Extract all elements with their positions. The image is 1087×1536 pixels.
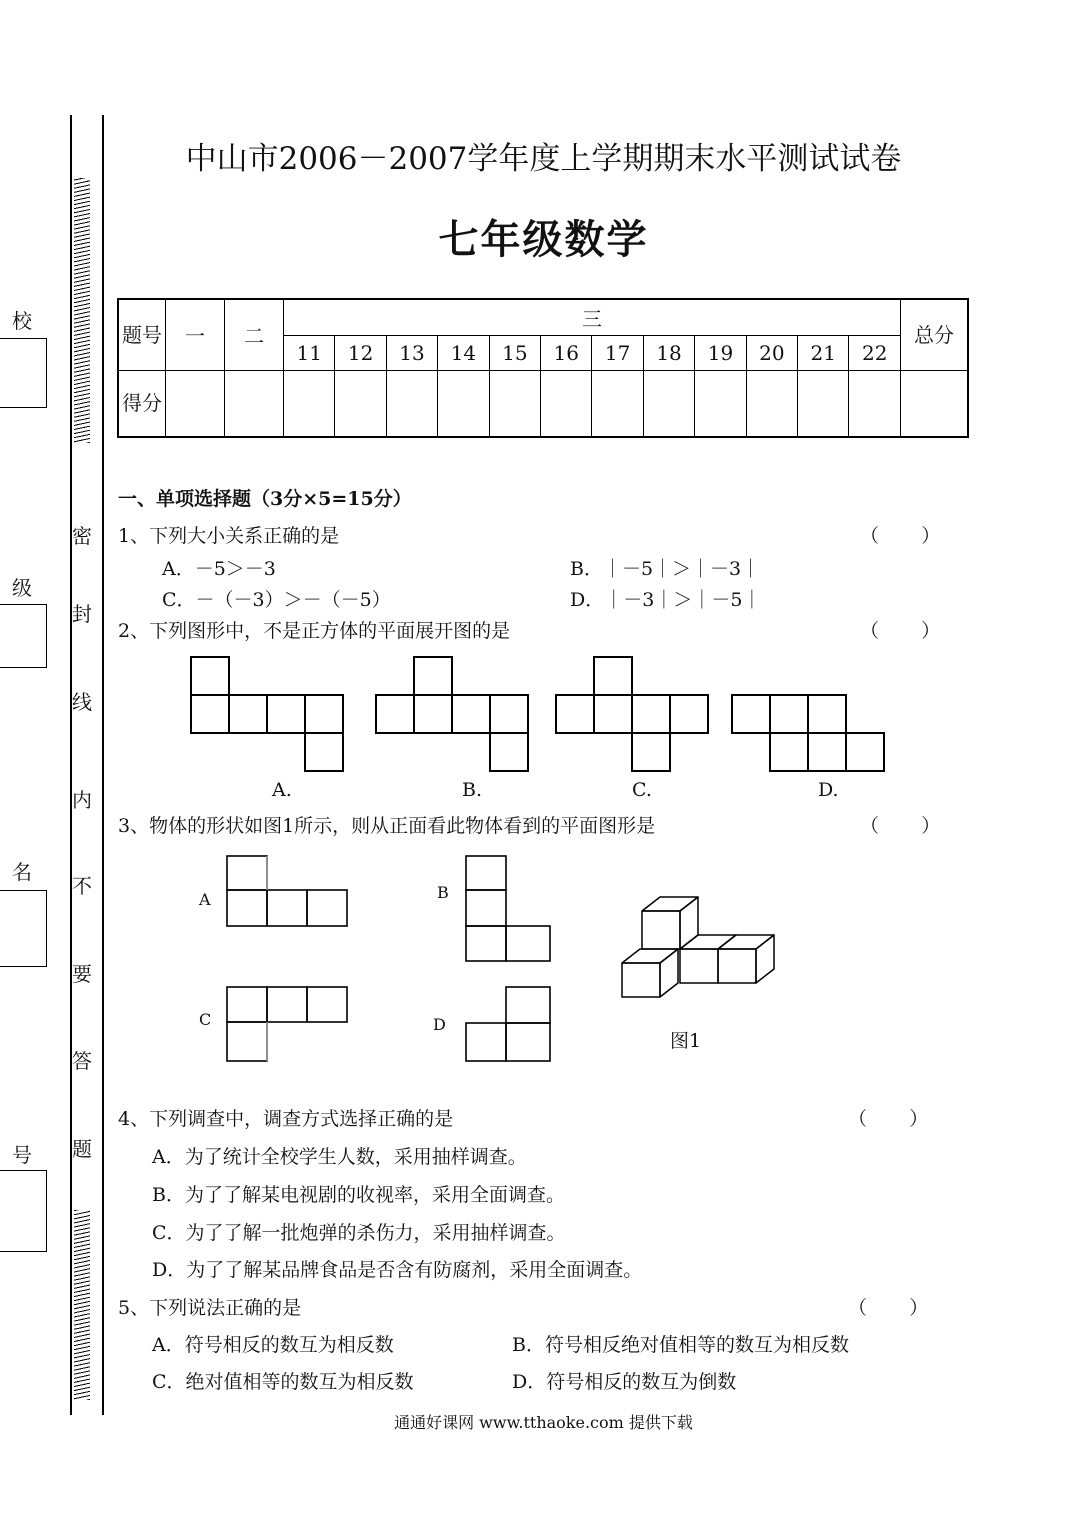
question-4-option-c: C．为了了解一批炮弹的杀伤力，采用抽样调查。 xyxy=(152,1222,566,1244)
section-heading: 一、单项选择题（3分×5=15分） xyxy=(118,488,412,510)
question-1-option-a: A．－5＞－3 xyxy=(162,558,276,580)
question-3-option-d: D xyxy=(433,1015,446,1034)
sub-col-14: 14 xyxy=(438,336,489,371)
sub-col-21: 21 xyxy=(798,336,849,371)
sub-col-16: 16 xyxy=(541,336,592,371)
sub-col-20: 20 xyxy=(746,336,797,371)
seal-char: 不 xyxy=(72,874,92,898)
footer-source: 通通好课网 www.tthaoke.com 提供下载 xyxy=(394,1413,693,1432)
front-view-a xyxy=(227,856,347,926)
question-3-answer-blank[interactable]: （ ） xyxy=(860,815,941,837)
question-5-option-a: A．符号相反的数互为相反数 xyxy=(152,1334,394,1356)
question-4-stem: 4、下列调查中，调查方式选择正确的是 xyxy=(118,1108,454,1130)
question-1-option-c: C．－（－3）＞－（－5） xyxy=(162,589,391,611)
sub-col-13: 13 xyxy=(386,336,437,371)
question-3-option-a: A xyxy=(199,890,211,909)
front-view-b xyxy=(466,856,550,961)
question-1-option-d: D．｜－3｜＞｜－5｜ xyxy=(570,589,762,611)
cube-net-a xyxy=(191,657,343,771)
sub-col-19: 19 xyxy=(695,336,746,371)
question-2-option-a: A. xyxy=(272,779,292,801)
figure-1-solid xyxy=(622,897,774,997)
question-5-option-c: C．绝对值相等的数互为相反数 xyxy=(152,1371,414,1393)
score-row-header: 得分 xyxy=(118,370,166,437)
question-number-header: 题号 xyxy=(118,299,166,370)
question-5-option-d: D．符号相反的数互为倒数 xyxy=(512,1371,737,1393)
question-4-answer-blank[interactable]: （ ） xyxy=(848,1108,929,1130)
name-label: 名 xyxy=(12,860,32,884)
section-three-header: 三 xyxy=(284,299,901,336)
question-3-option-b: B xyxy=(437,883,449,902)
seal-char: 线 xyxy=(72,690,92,714)
seal-char: 封 xyxy=(72,602,92,626)
cube-net-c xyxy=(556,657,708,771)
question-2-option-c: C. xyxy=(632,779,652,801)
question-4-option-b: B．为了了解某电视剧的收视率，采用全面调查。 xyxy=(152,1184,565,1206)
sub-col-11: 11 xyxy=(284,336,335,371)
front-view-d xyxy=(466,987,550,1061)
question-1-answer-blank[interactable]: （ ） xyxy=(860,525,941,547)
question-1-stem: 1、下列大小关系正确的是 xyxy=(118,525,340,547)
seal-char: 题 xyxy=(72,1137,92,1161)
seal-char: 答 xyxy=(72,1049,92,1073)
cube-net-b xyxy=(376,657,528,771)
number-label: 号 xyxy=(12,1143,32,1167)
section-two-header: 二 xyxy=(225,299,284,370)
class-label: 级 xyxy=(12,576,32,600)
question-5-stem: 5、下列说法正确的是 xyxy=(118,1297,302,1319)
total-header: 总分 xyxy=(901,299,969,370)
question-1-option-b: B．｜－5｜＞｜－3｜ xyxy=(570,558,761,580)
cube-net-d xyxy=(732,695,884,771)
question-3-option-c: C xyxy=(199,1010,212,1029)
seal-char: 要 xyxy=(72,962,92,986)
exam-subject: 七年级数学 xyxy=(438,217,649,263)
question-5-answer-blank[interactable]: （ ） xyxy=(848,1297,929,1319)
question-2-stem: 2、下列图形中，不是正方体的平面展开图的是 xyxy=(118,620,511,642)
sub-col-22: 22 xyxy=(849,336,901,371)
sub-col-15: 15 xyxy=(489,336,540,371)
question-5-option-b: B．符号相反绝对值相等的数互为相反数 xyxy=(512,1334,849,1356)
school-label: 校 xyxy=(12,309,32,333)
seal-char: 密 xyxy=(72,524,92,548)
question-2-answer-blank[interactable]: （ ） xyxy=(860,620,941,642)
question-4-option-a: A．为了统计全校学生人数，采用抽样调查。 xyxy=(152,1146,527,1168)
sub-col-17: 17 xyxy=(592,336,643,371)
question-2-option-d: D. xyxy=(818,779,839,801)
question-4-option-d: D．为了了解某品牌食品是否含有防腐剂，采用全面调查。 xyxy=(152,1259,643,1281)
section-one-header: 一 xyxy=(166,299,225,370)
front-view-c xyxy=(227,987,347,1061)
seal-char: 内 xyxy=(72,788,92,812)
figure-1-caption: 图1 xyxy=(670,1030,702,1052)
question-2-option-b: B. xyxy=(462,779,483,801)
exam-title: 中山市2006－2007学年度上学期期末水平测试试卷 xyxy=(185,141,902,177)
sub-col-12: 12 xyxy=(335,336,386,371)
question-3-stem: 3、物体的形状如图1所示，则从正面看此物体看到的平面图形是 xyxy=(118,815,656,837)
sub-col-18: 18 xyxy=(643,336,694,371)
